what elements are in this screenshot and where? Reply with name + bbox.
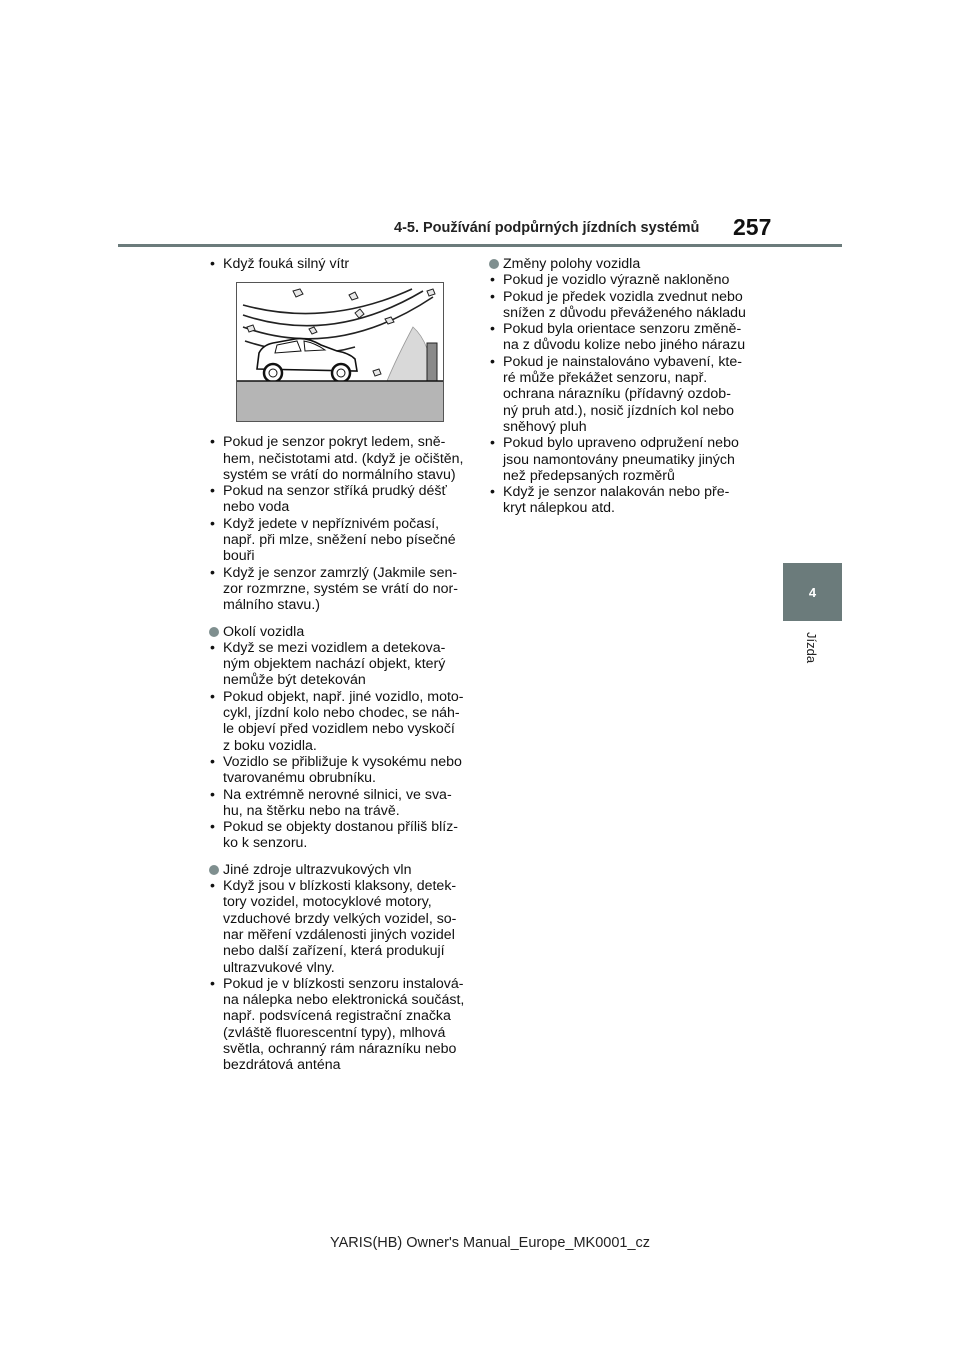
list-item: • Pokud byla orientace senzoru změně- na z důvodu kolize nebo jiného nárazu — [489, 321, 759, 354]
chapter-tab — [783, 563, 842, 621]
list-item: • Pokud je v blízkosti senzoru instalová- na nálepka nebo elektronická součást, např. podsvícená registrační značka (zvláště fluorescentní typy), mlhová světla, ochranný rám nárazníku nebo bezdrátová anténa — [209, 976, 471, 1074]
wind-illustration — [236, 282, 444, 422]
chapter-number: 4 — [808, 584, 817, 600]
list-item: • Když jsou v blízkosti klaksony, detek- tory vozidel, motocyklové motory, vzduchové brzdy velkých vozidel, so- nar měření vzdálenosti jiných vozidel nebo další zařízení, která produkují ultrazvukové vlny. — [209, 878, 471, 976]
list-item: • Pokud bylo upraveno odpružení nebo jsou namontovány pneumatiky jiných než předepsaných rozměrů — [489, 435, 759, 484]
right-column — [489, 256, 759, 517]
list-item: • Když se mezi vozidlem a detekova- ným objektem nachází objekt, který nemůže být detekován — [209, 640, 471, 689]
section-heading-position: Změny polohy vozidla — [489, 256, 759, 272]
bullet-rain: • Pokud na senzor stříká prudký déšť nebo voda — [209, 483, 471, 516]
list-item: • Pokud se objekty dostanou příliš blíz- ko k senzoru. — [209, 819, 471, 852]
bullet-ice: • Pokud je senzor pokryt ledem, sně- hem, nečistotami atd. (když je očištěn, systém se vrátí do normálního stavu) — [209, 434, 471, 483]
intro-bullet: • Když fouká silný vítr — [209, 256, 471, 272]
section-heading-surroundings: Okolí vozidla — [209, 624, 471, 640]
list-item: • Pokud je vozidlo výrazně nakloněno — [489, 272, 759, 288]
section-heading-ultrasonic: Jiné zdroje ultrazvukových vln — [209, 862, 471, 878]
list-item: • Na extrémně nerovné silnici, ve sva- hu, na štěrku nebo na trávě. — [209, 787, 471, 820]
bullet-dot-icon — [209, 627, 219, 637]
list-item: • Když je senzor nalakován nebo pře- kryt nálepkou atd. — [489, 484, 759, 517]
list-item: • Pokud objekt, např. jiné vozidlo, moto- cykl, jízdní kolo nebo chodec, se náh- le objeví před vozidlem nebo vyskočí z boku vozidla. — [209, 689, 471, 754]
bullet-dot-icon — [489, 259, 499, 269]
chapter-label: Jízda — [804, 632, 819, 664]
list-item: • Vozidlo se přibližuje k vysokému nebo tvarovanému obrubníku. — [209, 754, 471, 787]
footer-manual-name: YARIS(HB) Owner's Manual_Europe_MK0001_cz — [330, 1235, 651, 1251]
list-item: • Pokud je předek vozidla zvednut nebo snížen z důvodu převáženého nákladu — [489, 289, 759, 322]
bullet-frozen: • Když je senzor zamrzlý (Jakmile sen- zor rozmrzne, systém se vrátí do nor- málního stavu.) — [209, 565, 471, 614]
section-title: 4-5. Používání podpůrných jízdních systémů — [394, 220, 700, 236]
bullet-weather: • Když jedete v nepříznivém počasí, např. při mlze, sněžení nebo písečné bouři — [209, 516, 471, 565]
header-rule — [118, 244, 842, 247]
road — [237, 381, 443, 421]
bullet-dot-icon — [209, 865, 219, 875]
page-number: 257 — [733, 214, 772, 240]
sensor-wall — [427, 343, 437, 381]
list-item: • Pokud je nainstalováno vybavení, kte- ré může překážet senzoru, např. ochrana nárazníku (přídavný ozdob- ný pruh atd.), nosič jízdních kol nebo sněhový pluh — [489, 354, 759, 435]
left-column — [209, 256, 471, 1074]
